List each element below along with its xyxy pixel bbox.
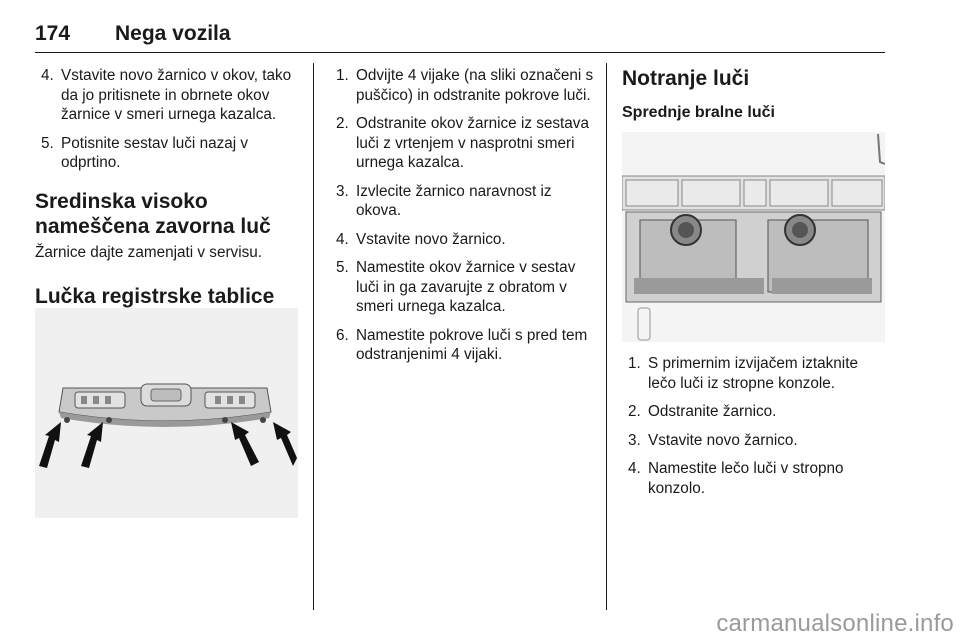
list-item: 2. Odstranite okov žarnice iz sestava luči z vrtenjem v nasprotni smeri urnega kazalca.: [336, 115, 589, 171]
subheading-front-reading-lights: Sprednje bralne luči: [622, 104, 775, 121]
column-divider-right: [606, 63, 607, 610]
page-number: 174: [35, 22, 71, 45]
list-item: 5. Potisnite sestav luči nazaj v odprtino.: [41, 134, 249, 171]
list-item: 3. Izvlecite žarnico naravnost iz okova.: [336, 182, 552, 219]
list-item: 6. Namestite pokrove luči s pred tem odstranjenimi 4 vijaki.: [336, 326, 588, 363]
list-item: 4. Namestite lečo luči v stropno konzolo.: [628, 460, 844, 497]
column-divider-left: [313, 63, 314, 610]
watermark: carmanualsonline.info: [716, 610, 954, 637]
reading-light-steps-list: [622, 354, 887, 498]
reading-light-drawing: [622, 132, 885, 342]
list-item: 4. Vstavite novo žarnico v okov, tako da jo pritisnete in obrnete okov žarnice v smeri urnega kazalca.: [41, 67, 292, 123]
reading-light-illustration: [622, 132, 885, 342]
column-middle: [330, 66, 598, 374]
list-item: 3. Vstavite novo žarnico.: [628, 431, 798, 449]
list-item: 1. Odvijte 4 vijake (na sliki označeni s puščico) in odstranite pokrove luči.: [336, 67, 594, 104]
heading-plate-light: Lučka registrske tablice: [35, 285, 275, 308]
chapter-title: Nega vozila: [115, 22, 231, 45]
brake-light-text: Žarnice dajte zamenjati v servisu.: [35, 243, 262, 261]
list-item: 5. Namestite okov žarnice v sestav luči in ga zavarujte z obratom v smeri urnega kazalca.: [336, 259, 576, 315]
list-item: 2. Odstranite žarnico.: [628, 403, 777, 420]
licence-plate-light-drawing: [35, 308, 298, 518]
column-right: [622, 66, 887, 123]
heading-brake-light: Sredinska visoko nameščena zavorna luč: [35, 189, 271, 238]
heading-interior-lights: Notranje luči: [622, 67, 750, 90]
list-item: 1. S primernim izvijačem iztaknite lečo luči iz stropne konzole.: [628, 355, 858, 392]
column-right-steps: [622, 354, 887, 507]
steps-continued-list: [35, 66, 300, 173]
plate-light-steps-list: [330, 66, 598, 365]
list-item: 4. Vstavite novo žarnico.: [336, 230, 506, 248]
licence-plate-light-illustration: [35, 308, 298, 518]
column-left: [35, 66, 300, 309]
page-header: [35, 22, 885, 53]
